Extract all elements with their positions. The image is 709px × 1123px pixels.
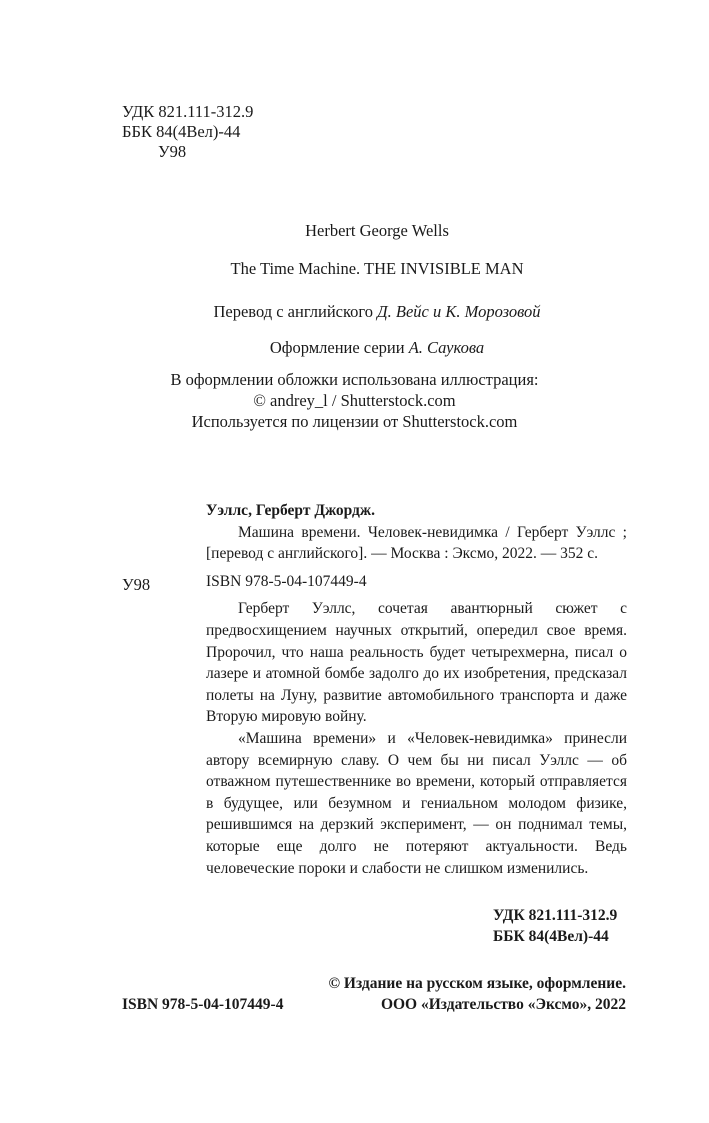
annotation-paragraph-2: «Машина времени» и «Человек-невидимка» принесли автору всемирную славу. О чем бы ни писал Уэллс — об отважном путешественнике во времени, который отправляется в будущее, или безумном и гениальном молодом физике, решившимся на дерзкий эксперимент, — он поднимал темы, которые еще долго не потеряют актуальности. Ведь человеческие пороки и слабости не слишком изменились. xyxy=(206,729,627,877)
udk-code-bottom: УДК 821.111-312.9 xyxy=(493,907,618,924)
bbk-code: ББК 84(4Вел)-44 xyxy=(122,122,241,141)
author-mark: У98 xyxy=(158,142,187,161)
illustration-line-2: © andrey_l / Shutterstock.com xyxy=(253,391,456,410)
illustration-line-1: В оформлении обложки использована иллюстрация: xyxy=(170,370,539,389)
copyright-line-1: © Издание на русском языке, оформление. xyxy=(328,975,626,992)
udk-code: УДК 821.111-312.9 xyxy=(122,102,254,121)
translation-credit xyxy=(0,302,709,322)
catalog-author-mark: У98 xyxy=(122,575,151,594)
classification-codes-top xyxy=(122,102,253,162)
original-author: Herbert George Wells xyxy=(305,221,449,240)
bibliographic-description: Машина времени. Человек-невидимка / Герберт Уэллс ; [перевод с английского]. — Москва : Эксмо, 2022. — 352 с. xyxy=(206,523,627,563)
translators: Д. Вейс и К. Морозовой xyxy=(377,302,541,321)
catalog-card xyxy=(206,500,627,879)
translation-prefix: Перевод с английского xyxy=(213,302,374,321)
illustration-notice xyxy=(0,370,709,433)
designer: А. Саукова xyxy=(408,338,485,357)
design-credit xyxy=(0,338,709,358)
bbk-code-bottom: ББК 84(4Вел)-44 xyxy=(493,928,609,945)
illustration-line-3: Используется по лицензии от Shutterstock.com xyxy=(191,412,518,431)
annotation-paragraph-1: Герберт Уэллс, сочетая авантюрный сюжет с предвосхищением научных открытий, опередил свое время. Пророчил, что наша реальность будет четырехмерна, писал о лазере и атомной бомбе задолго до их изобретения, предсказал полеты на Луну, развитие автомобильного транспорта и даже Вторую мировую войну. xyxy=(206,600,627,726)
copyright-line-2: ООО «Издательство «Эксмо», 2022 xyxy=(380,996,626,1013)
copyright-notice xyxy=(300,973,626,1015)
original-title: The Time Machine. THE INVISIBLE MAN xyxy=(230,259,524,278)
footer-isbn: ISBN 978-5-04-107449-4 xyxy=(122,996,284,1013)
catalog-isbn: ISBN 978-5-04-107449-4 xyxy=(206,572,367,590)
catalog-heading: Уэллс, Герберт Джордж. xyxy=(206,502,375,519)
classification-codes-bottom xyxy=(493,905,617,947)
design-prefix: Оформление серии xyxy=(269,338,405,357)
